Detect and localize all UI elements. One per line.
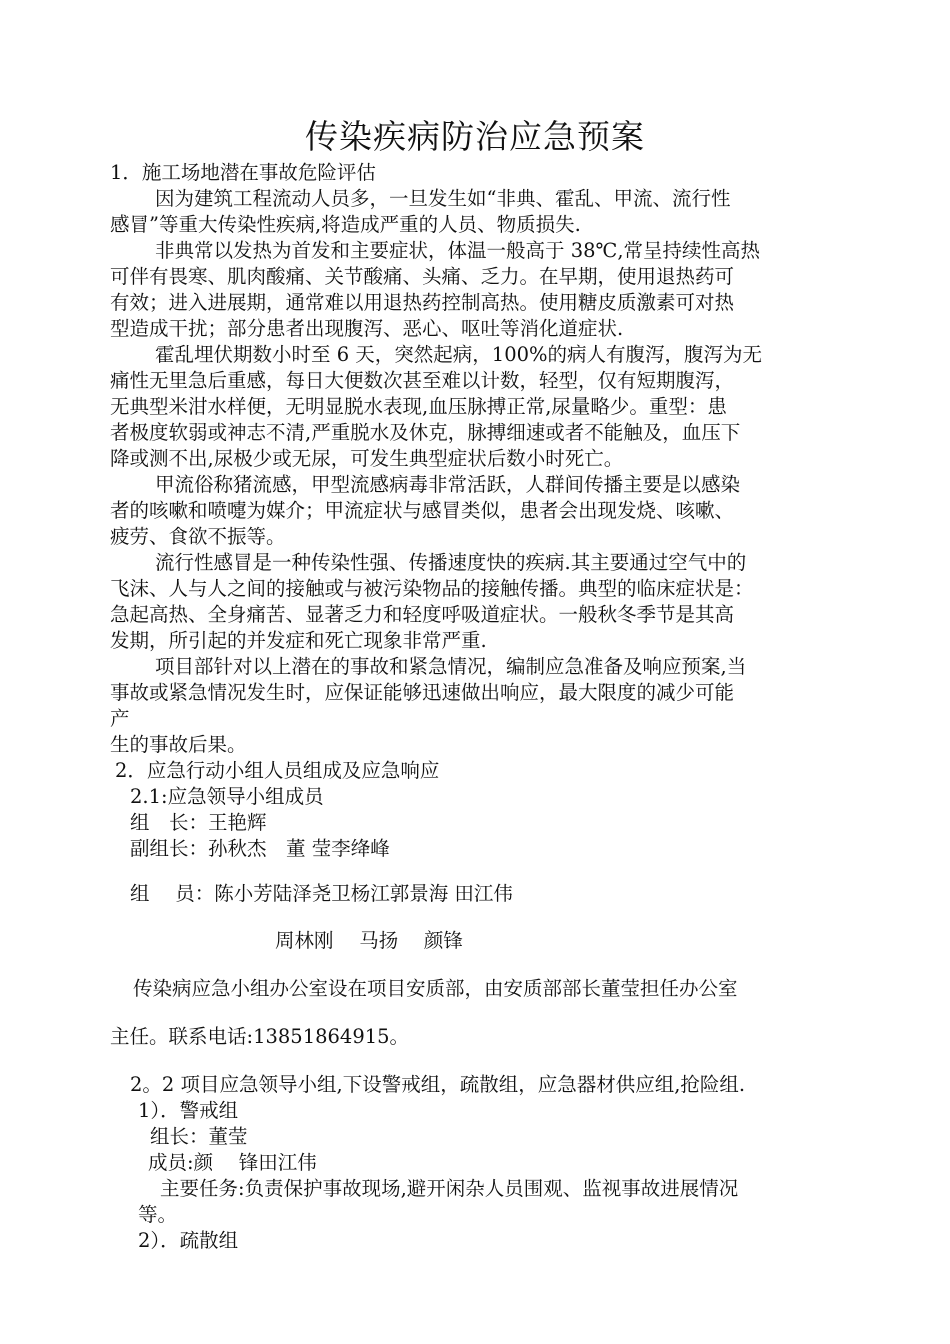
group-task-line-continued: 等。 xyxy=(138,1203,178,1226)
subsection-heading: 2.1:应急领导小组成员 xyxy=(130,785,324,808)
paragraph-line: 无典型米泔水样便，无明显脱水表现,血压脉搏正常,尿量略少。重型：患 xyxy=(110,395,727,418)
paragraph-line: 流行性感冒是一种传染性强、传播速度快的疾病.其主要通过空气中的 xyxy=(155,551,747,574)
paragraph-line: 有效；进入进展期，通常难以用退热药控制高热。使用糖皮质激素可对热 xyxy=(110,291,735,314)
section-heading-2: 2．应急行动小组人员组成及应急响应 xyxy=(115,759,440,782)
paragraph-line: 急起高热、全身痛苦、显著乏力和轻度呼吸道症状。一般秋冬季节是其高 xyxy=(110,603,735,626)
group-task-line: 主要任务:负责保护事故现场,避开闲杂人员围观、监视事故进展情况 xyxy=(160,1177,739,1200)
paragraph-line: 发期，所引起的并发症和死亡现象非常严重. xyxy=(110,629,487,652)
group-leader-line: 组长：董莹 xyxy=(150,1125,248,1148)
paragraph-line: 非典常以发热为首发和主要症状，体温一般高于 38℃,常呈持续性高热 xyxy=(155,239,761,262)
section-heading-1: 1．施工场地潜在事故危险评估 xyxy=(110,161,376,184)
document-title: 传染疾病防治应急预案 xyxy=(305,117,645,156)
members-line-continued: 周林刚 马扬 颜锋 xyxy=(275,929,463,952)
paragraph-line: 飞沫、人与人之间的接触或与被污染物品的接触传播。典型的临床症状是： xyxy=(110,577,754,600)
paragraph-line: 项目部针对以上潜在的事故和紧急情况，编制应急准备及响应预案,当 xyxy=(155,655,747,678)
paragraph-line: 产 xyxy=(110,707,130,730)
paragraph-line: 者极度软弱或神志不清,严重脱水及休克，脉搏细速或者不能触及，血压下 xyxy=(110,421,741,444)
paragraph-line: 痛性无里急后重感，每日大便数次甚至难以计数，轻型，仅有短期腹泻， xyxy=(110,369,735,392)
paragraph-line: 降或测不出,尿极少或无尿，可发生典型症状后数小时死亡。 xyxy=(110,447,624,470)
group-heading-evacuation: 2）．疏散组 xyxy=(138,1229,239,1252)
paragraph-line: 型造成干扰；部分患者出现腹泻、恶心、呕吐等消化道症状. xyxy=(110,317,624,340)
paragraph-line: 者的咳嗽和喷嚏为媒介；甲流症状与感冒类似，患者会出现发烧、咳嗽、 xyxy=(110,499,735,522)
subsection-heading: 2。2 项目应急领导小组,下设警戒组，疏散组，应急器材供应组,抢险组. xyxy=(130,1073,746,1096)
paragraph-line: 因为建筑工程流动人员多，一旦发生如“非典、霍乱、甲流、流行性 xyxy=(155,187,731,210)
members-line: 组 员：陈小芳陆泽尧卫杨江郭景海 田江伟 xyxy=(130,882,513,905)
team-leader-line: 组 长：王艳辉 xyxy=(130,811,267,834)
paragraph-line: 霍乱埋伏期数小时至 6 天，突然起病，100%的病人有腹泻，腹泻为无 xyxy=(155,343,763,366)
paragraph-line: 可伴有畏寒、肌肉酸痛、关节酸痛、头痛、乏力。在早期，使用退热药可 xyxy=(110,265,735,288)
paragraph-line: 事故或紧急情况发生时，应保证能够迅速做出响应，最大限度的减少可能 xyxy=(110,681,735,704)
office-contact-line: 主任。联系电话:13851864915。 xyxy=(110,1025,410,1048)
office-info-line: 传染病应急小组办公室设在项目安质部，由安质部部长董莹担任办公室 xyxy=(133,977,738,1000)
group-members-line: 成员:颜 锋田江伟 xyxy=(148,1151,317,1174)
paragraph-line: 生的事故后果。 xyxy=(110,733,247,756)
paragraph-line: 感冒”等重大传染性疾病,将造成严重的人员、物质损失. xyxy=(110,213,581,236)
paragraph-line: 甲流俗称猪流感，甲型流感病毒非常活跃，人群间传播主要是以感染 xyxy=(155,473,741,496)
group-heading-guard: 1）．警戒组 xyxy=(138,1099,239,1122)
deputy-leader-line: 副组长：孙秋杰 董 莹李绛峰 xyxy=(130,837,390,860)
paragraph-line: 疲劳、食欲不振等。 xyxy=(110,525,286,548)
